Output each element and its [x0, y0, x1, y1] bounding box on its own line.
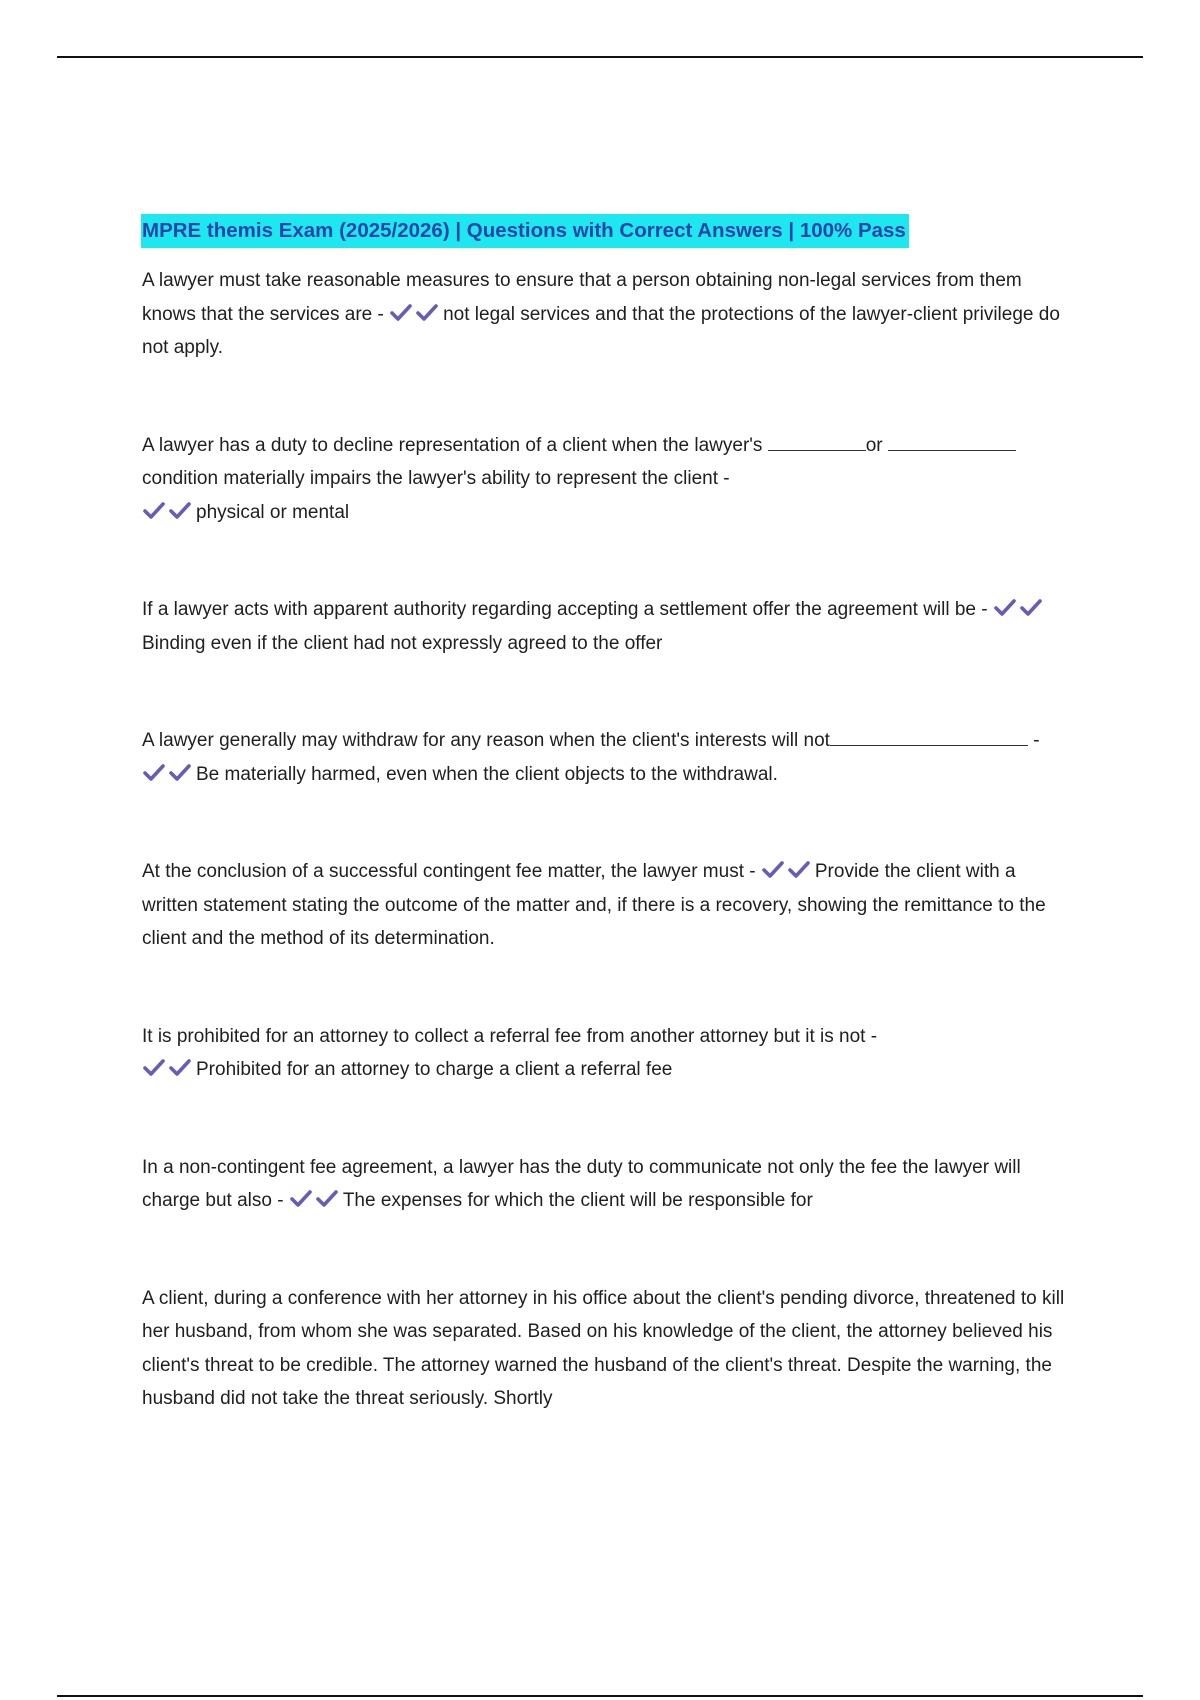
document-page [142, 214, 1067, 1416]
question-text: A lawyer must take reasonable measures to ensure that a person obtaining non-legal services from them knows that the services are - [142, 270, 1022, 325]
question-text: condition materially impairs the lawyer's ability to represent the client - [142, 468, 730, 489]
answer-text: Binding even if the client had not expressly agreed to the offer [142, 632, 663, 654]
question-text: In a non-contingent fee agreement, a lawyer has the duty to communicate not only the fee the lawyer will charge but also - [142, 1156, 1021, 1211]
question-text: At the conclusion of a successful contingent fee matter, the lawyer must - [142, 861, 756, 882]
question-text: A lawyer has a duty to decline representation of a client when the lawyer's [142, 434, 763, 456]
document-title: MPRE themis Exam (2025/2026) | Questions with Correct Answers | 100% Pass [141, 214, 909, 248]
answer-text: physical or mental [196, 501, 350, 523]
qa-item-4 [142, 724, 1067, 791]
qa-item-5 [142, 855, 1067, 956]
double-checkmark-icon [142, 763, 192, 783]
page-bottom-rule [57, 1695, 1143, 1697]
qa-item-6 [142, 1020, 1067, 1087]
question-text: - [1033, 730, 1040, 751]
double-checkmark-icon [289, 1189, 339, 1209]
double-checkmark-icon [389, 303, 439, 323]
qa-item-7 [142, 1151, 1067, 1218]
double-checkmark-icon [993, 598, 1043, 618]
question-text: If a lawyer acts with apparent authority regarding accepting a settlement offer the agreement will be - [142, 599, 988, 620]
double-checkmark-icon [142, 1058, 192, 1078]
fill-in-blank [768, 431, 866, 451]
page-top-rule [57, 56, 1143, 58]
question-text: A lawyer generally may withdraw for any reason when the client's interests will not [142, 730, 830, 751]
answer-text: Be materially harmed, even when the client objects to the withdrawal. [196, 763, 778, 785]
question-text: or [865, 434, 883, 456]
answer-text: The expenses for which the client will be responsible for [342, 1190, 813, 1211]
answer-text: not legal services and that the protections of the lawyer-client privilege do not apply. [142, 303, 1060, 358]
qa-item-1 [142, 264, 1067, 365]
answer-text: Provide the client with a written statement stating the outcome of the matter and, if there is a recovery, showing the remittance to the client and the method of its determination. [142, 861, 1046, 949]
fill-in-blank [830, 726, 1028, 746]
qa-item-2 [142, 429, 1067, 530]
double-checkmark-icon [142, 501, 192, 521]
question-text: It is prohibited for an attorney to collect a referral fee from another attorney but it is not - [142, 1025, 878, 1047]
question-text: A client, during a conference with her attorney in his office about the client's pending divorce, threatened to kill her husband, from whom she was separated. Based on his knowledge of the client, the attorney believed his client's threat to be credible. The attorney warned the husband of the client's threat. Despite the warning, the husband did not take the threat seriously. Shortly [142, 1287, 1065, 1409]
qa-item-8 [142, 1282, 1067, 1416]
fill-in-blank [888, 431, 1016, 451]
qa-item-3 [142, 593, 1067, 660]
answer-text: Prohibited for an attorney to charge a client a referral fee [196, 1059, 673, 1080]
double-checkmark-icon [761, 860, 811, 880]
